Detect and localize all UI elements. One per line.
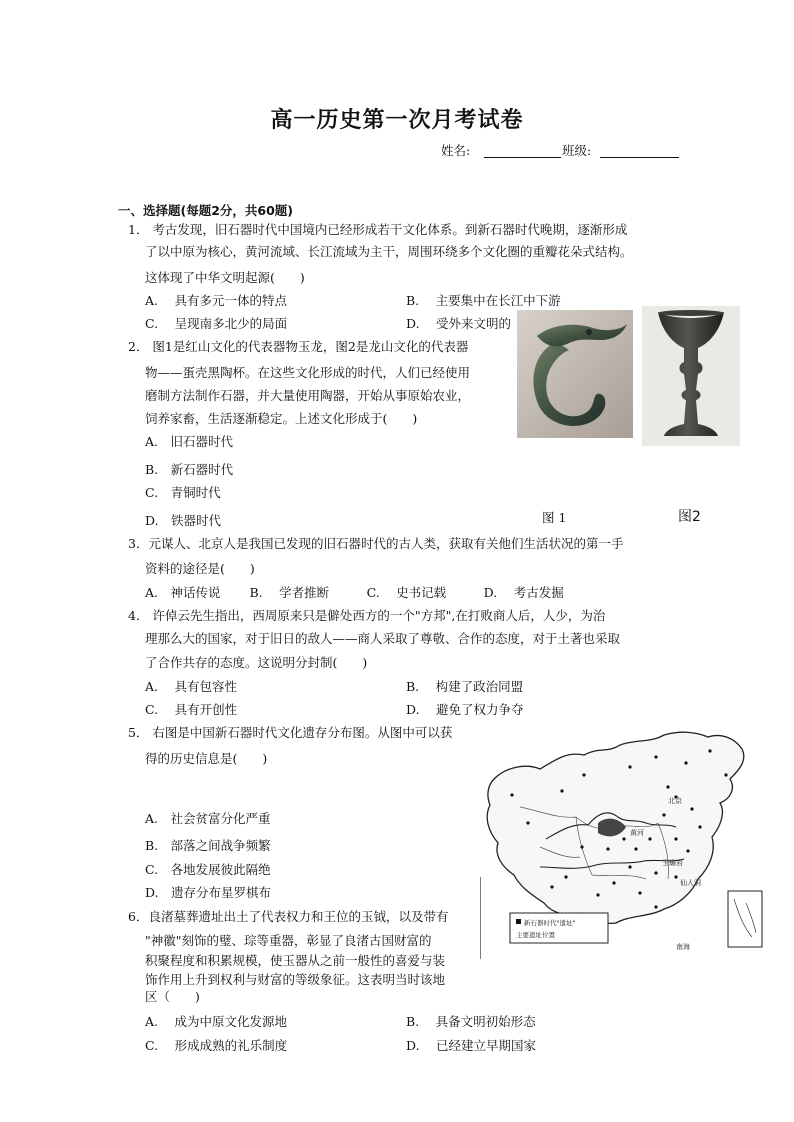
map-legend-1: 新石器时代"遗址" (524, 919, 576, 927)
svg-text:仙人洞: 仙人洞 (680, 879, 701, 887)
q6-line-2: "神徽"刻饰的璧、琮等重器，彰显了良渚古国财富的 (145, 933, 432, 948)
q3-options[interactable]: A. 神话传说 B. 学者推断 C. 史书记载 D. 考古发掘 (145, 585, 564, 600)
q1-option-c[interactable]: C. 呈现南多北少的局面 (145, 316, 288, 331)
page-title: 高一历史第一次月考试卷 (270, 107, 524, 133)
q4-option-a[interactable]: A. 具有包容性 (145, 679, 237, 694)
svg-text:黄河: 黄河 (630, 829, 644, 837)
q6-line-5: 区（ ) (145, 989, 200, 1004)
q4-option-b[interactable]: B. 构建了政治同盟 (406, 679, 524, 694)
q3-line-2: 资料的途径是( ) (145, 561, 255, 576)
q1-option-b[interactable]: B. 主要集中在长江中下游 (406, 293, 561, 308)
svg-text:玉蟾岩: 玉蟾岩 (662, 859, 683, 867)
q4-line-3: 了合作共存的态度。这说明分封制( ) (145, 655, 368, 670)
class-label: 班级: (562, 143, 592, 158)
q5-option-c[interactable]: C. 各地发展彼此隔绝 (145, 862, 271, 877)
svg-text:北京: 北京 (668, 797, 682, 805)
q1-line-2: 了以中原为核心，黄河流域、长江流域为主干，周围环绕多个文化圈的重瓣花朵式结构。 (145, 244, 633, 259)
jade-dragon-image (517, 310, 633, 438)
q2-line-3: 磨制方法制作石器，并大量使用陶器，开始从事原始农业， (145, 388, 471, 403)
section-heading: 一、选择题(每题2分，共60题) (118, 203, 294, 218)
q1-line-3: 这体现了中华文明起源( ) (145, 270, 305, 285)
q1-line-1: 1． 考古发现，旧石器时代中国境内已经形成若干文化体系。到新石器时代晚期，逐渐形成 (128, 222, 628, 237)
q6-option-a[interactable]: A. 成为中原文化发源地 (145, 1014, 287, 1029)
q6-line-1: 6．良渚墓葬遗址出土了代表权力和王位的玉钺，以及带有 (128, 909, 449, 924)
q2-line-1: 2． 图1是红山文化的代表器物玉龙，图2是龙山文化的代表器 (128, 339, 469, 354)
q6-line-3: 积聚程度和积累规模，使玉器从之前一般性的喜爱与装 (145, 953, 446, 968)
q1-option-d[interactable]: D. 受外来文明的 (406, 316, 512, 331)
q5-option-d[interactable]: D. 遗存分布星罗棋布 (145, 885, 272, 900)
q5-option-b[interactable]: B. 部落之间战争频繁 (145, 838, 271, 853)
svg-text:南海: 南海 (676, 943, 690, 951)
q4-line-2: 理那么大的国家，对于旧日的敌人——商人采取了尊敬、合作的态度，对于土著也采取 (145, 631, 621, 646)
q4-option-c[interactable]: C. 具有开创性 (145, 702, 238, 717)
name-label: 姓名: (441, 143, 471, 158)
q1-option-a[interactable]: A. 具有多元一体的特点 (145, 293, 287, 308)
q2-option-a[interactable]: A. 旧石器时代 (145, 434, 234, 449)
figure-2-caption: 图2 (678, 509, 701, 525)
q6-line-4: 饰作用上升到权利与财富的等级象征。这表明当时该地 (145, 972, 446, 987)
q4-line-1: 4． 许倬云先生指出，西周原来只是僻处西方的一个"方邦",在打败商人后，人少，为治 (128, 608, 606, 623)
neolithic-sites-map (480, 727, 770, 959)
figure-1-caption: 图 1 (542, 510, 567, 525)
q4-option-d[interactable]: D. 避免了权力争夺 (406, 702, 524, 717)
q2-option-c[interactable]: C. 青铜时代 (145, 485, 221, 500)
q2-line-4: 饲养家畜，生活逐渐稳定。上述文化形成于( ) (145, 411, 418, 426)
pottery-cup-image (642, 306, 740, 446)
q6-option-c[interactable]: C. 形成成熟的礼乐制度 (145, 1038, 288, 1053)
q5-line-1: 5． 右图是中国新石器时代文化遗存分布图。从图中可以获 (128, 725, 453, 740)
q3-line-1: 3．元谋人、北京人是我国已发现的旧石器时代的古人类，获取有关他们生活状况的第一手 (128, 536, 624, 551)
q2-option-b[interactable]: B. 新石器时代 (145, 462, 234, 477)
q2-option-d[interactable]: D. 铁器时代 (145, 513, 222, 528)
class-blank[interactable] (600, 143, 679, 158)
name-blank[interactable] (484, 143, 561, 158)
q5-option-a[interactable]: A. 社会贫富分化严重 (145, 811, 271, 826)
q6-option-d[interactable]: D. 已经建立早期国家 (406, 1038, 537, 1053)
q2-line-2: 物——蛋壳黑陶杯。在这些文化形成的时代，人们已经使用 (145, 365, 471, 380)
map-legend-2: 主要遗址位置 (516, 931, 555, 939)
q5-line-2: 得的历史信息是( ) (145, 751, 268, 766)
q6-option-b[interactable]: B. 具备文明初始形态 (406, 1014, 536, 1029)
